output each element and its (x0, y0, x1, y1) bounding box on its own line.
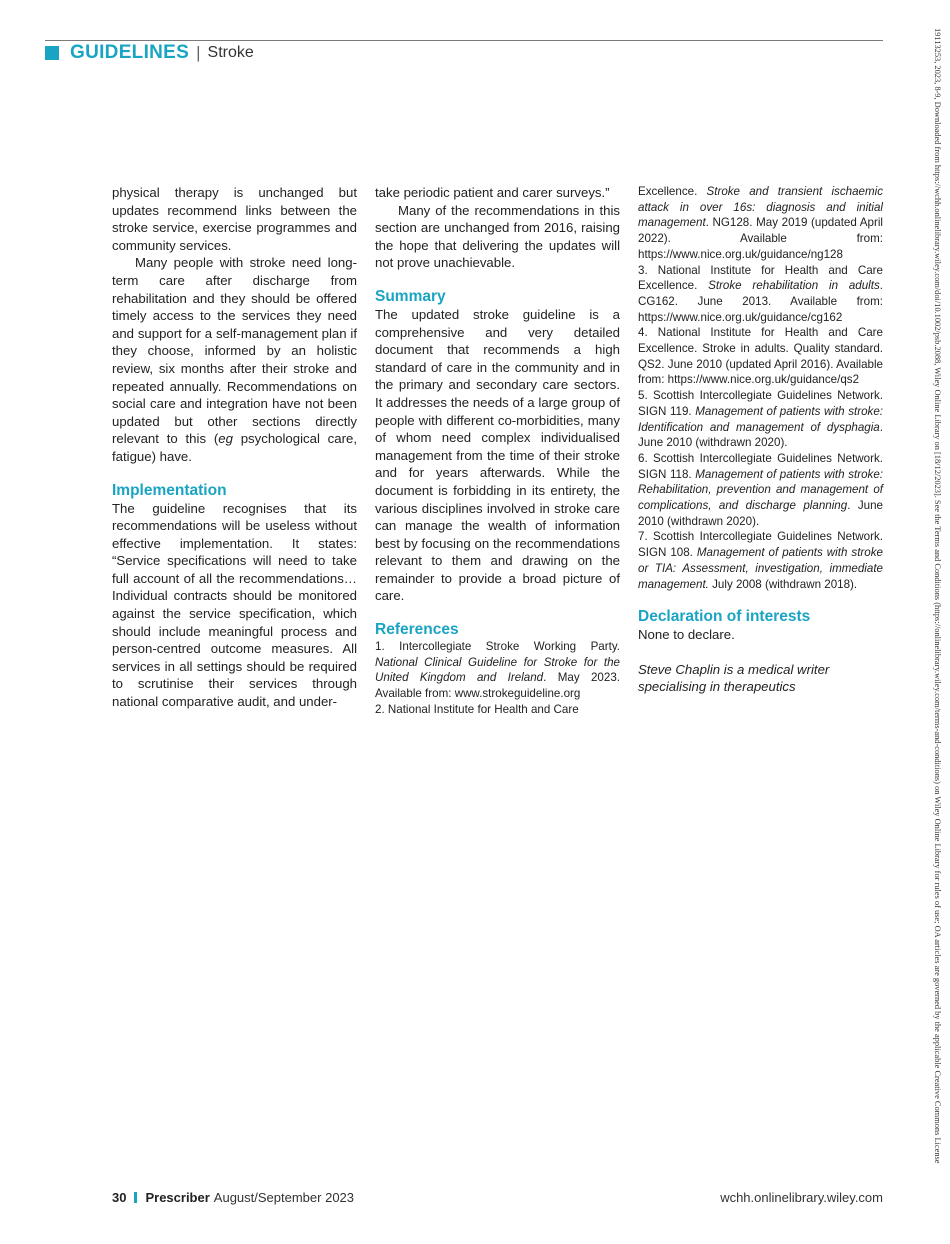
header-rule (45, 40, 883, 41)
journal-url: wchh.onlinelibrary.wiley.com (720, 1190, 883, 1205)
declaration-text: None to declare. (638, 627, 735, 643)
heading-implementation: Implementation (112, 481, 227, 499)
author-note: Steve Chaplin is a medical writer specialising in therapeutics (638, 661, 830, 695)
reference-item: 3. National Institute for Health and Care Excellence. Stroke rehabilitation in adults. CG162. June 2013. Available from: https://www.nice.org.uk/guidance/cg162 (638, 263, 883, 324)
paragraph: physical therapy is unchanged but updates recommend links between the stroke service, exercise programmes and community services. (112, 185, 357, 253)
column-2 (375, 184, 620, 718)
column-3 (638, 184, 883, 696)
reference-item: 4. National Institute for Health and Care Excellence. Stroke in adults. Quality standard. QS2. June 2010 (updated April 2016). Available from: https://www.nice.org.uk/guidance/qs2 (638, 326, 883, 387)
section-label: GUIDELINES (70, 42, 190, 63)
paragraph: take periodic patient and carer surveys.” (375, 185, 610, 200)
paragraph: Many people with stroke need long-term care after discharge from rehabilitation and they should be offered timely access to the services they need and support for a self-management plan if they choose, informed by an holistic review, six months after their stroke and repeated annually. Recommendations on social care and integration have not been updated but other sections directly relevant to this (eg psychological care, fatigue) have. (112, 255, 357, 464)
header-separator: | (196, 43, 201, 62)
section-square-icon (45, 46, 59, 60)
heading-declaration: Declaration of interests (638, 608, 811, 626)
reference-item: 5. Scottish Intercollegiate Guidelines Network. SIGN 119. Management of patients with stroke: Identification and management of dysphagia. June 2010 (withdrawn 2020). (638, 389, 883, 450)
paragraph: The guideline recognises that its recommendations will be useless without effective implementation. It states: “Service specifications will need to take full account of all the recommendations… Individual contracts should be monitored against the service specification, which should include meaningful process and person-centred outcome measures. All services in all settings should be required to scrutinise their services through national comparative audit, and under- (112, 500, 357, 710)
reference-item: 6. Scottish Intercollegiate Guidelines Network. SIGN 118. Management of patients with stroke: Rehabilitation, prevention and management of complications, and discharge planning. June 2010 (withdrawn 2020). (638, 451, 883, 528)
reference-item: 7. Scottish Intercollegiate Guidelines Network. SIGN 108. Management of patients with stroke or TIA: Assessment, investigation, immediate management. July 2008 (withdrawn 2018). (638, 530, 883, 591)
footer-bar (134, 1192, 137, 1203)
download-notice: 19113253, 2023, 8-9, Downloaded from https://wchh.onlinelibrary.wiley.com/doi/10.1002/psb.2088, Wiley Online Library on [18/12/2023]. See the Terms and Conditions (https://onlinelibrary.wiley.com/terms-and-conditions) on Wiley Online Library for rules of use; OA articles are governed by the applicable Creative Commons License (933, 28, 942, 1164)
paragraph: Many of the recommendations in this section are unchanged from 2016, raising the hope that delivering the updates will not prove unachievable. (375, 202, 620, 271)
page-footer (112, 1190, 354, 1205)
side-notice (930, 28, 942, 1223)
heading-summary: Summary (375, 287, 446, 305)
heading-references: References (375, 621, 459, 639)
reference-list (375, 639, 620, 718)
reference-item: 1. Intercollegiate Stroke Working Party. National Clinical Guideline for Stroke for the United Kingdom and Ireland. May 2023. Available from: www.strokeguideline.org (375, 640, 620, 701)
page-header (45, 42, 254, 64)
column-1 (112, 184, 357, 711)
reference-list (638, 184, 883, 592)
journal-name: Prescriber (145, 1190, 210, 1205)
issue-date: August/September 2023 (213, 1190, 355, 1205)
topic-label: Stroke (207, 44, 254, 61)
reference-item: Excellence. Stroke and transient ischaemic attack in over 16s: diagnosis and initial management. NG128. May 2019 (updated April 2022). Available from: https://www.nice.org.uk/guidance/ng128 (638, 185, 883, 261)
reference-item: 2. National Institute for Health and Care (375, 702, 579, 716)
paragraph: The updated stroke guideline is a comprehensive and very detailed document that recommends a high standard of care in the community and in the primary and secondary care sectors. It addresses the needs of a large group of people with different co-morbidities, many of whom need complex individualised management from the time of their stroke and for years afterwards. While the document is forbidding in its entirety, the various disciplines involved in stroke care can manage the wealth of information best by focusing on the recommendations relevant to them and drawing on the remainder to provide a broad picture of care. (375, 306, 620, 604)
page-number: 30 (112, 1190, 127, 1205)
